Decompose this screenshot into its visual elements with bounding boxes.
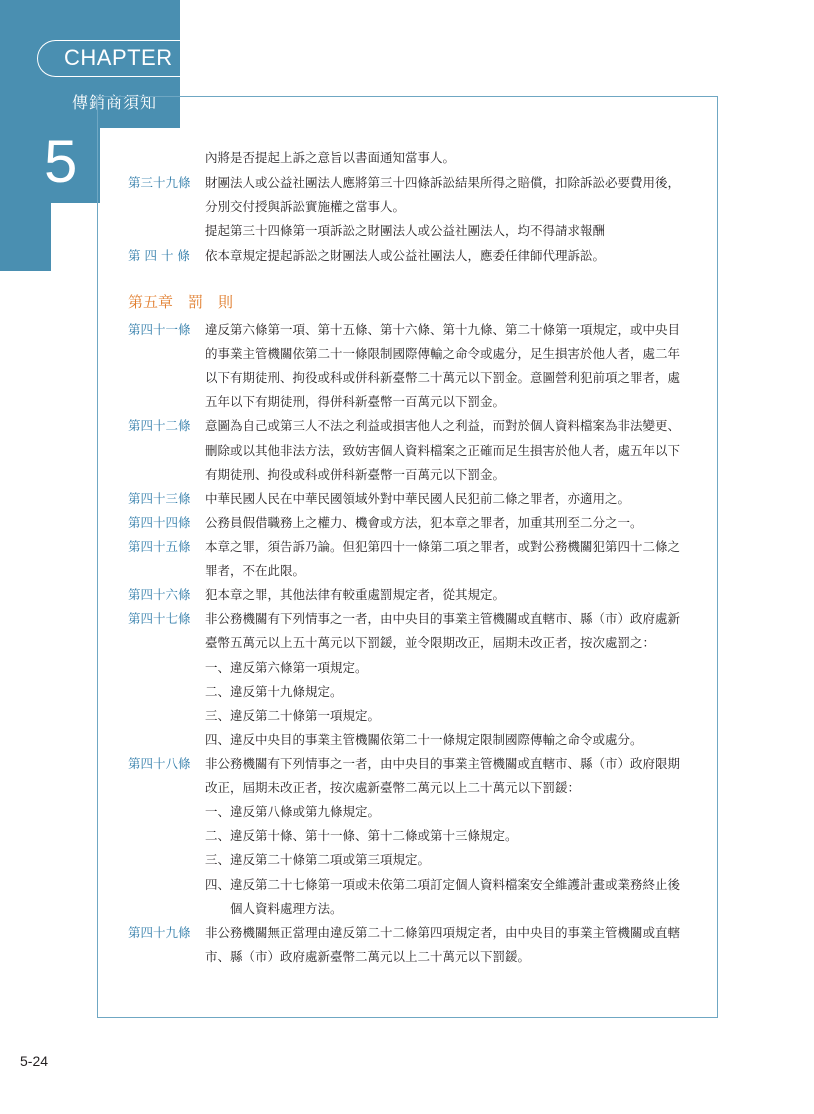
- text-line: 中華民國人民在中華民國領域外對中華民國人民犯前二條之罪者，亦適用之。: [205, 491, 631, 506]
- text-line: 二、違反第十條、第十一條、第十二條或第十三條規定。: [205, 828, 518, 843]
- article-number: 第四十八條: [128, 756, 191, 771]
- text-line: 依本章規定提起訴訟之財團法人或公益社團法人，應委任律師代理訴訟。: [205, 248, 606, 263]
- text-line: 公務員假借職務上之權力、機會或方法，犯本章之罪者，加重其刑至二分之一。: [205, 515, 643, 530]
- text-line: 內將是否提起上訴之意旨以書面通知當事人。: [205, 150, 456, 165]
- chapter-label: CHAPTER: [64, 45, 173, 70]
- text-line: 一、違反第八條或第九條規定。: [205, 804, 381, 819]
- article-number: 第三十九條: [128, 175, 191, 190]
- text-line: 三、違反第二十條第二項或第三項規定。: [205, 852, 431, 867]
- text-line: 分別交付授與訴訟實施權之當事人。: [205, 199, 406, 214]
- text-line: 改正，屆期未改正者，按次處新臺幣二萬元以上二十萬元以下罰鍰：: [205, 780, 581, 795]
- text-line: 的事業主管機關依第二十一條限制國際傳輸之命令或處分，足生損害於他人者，處二年: [205, 346, 681, 361]
- text-line: 市、縣（市）政府處新臺幣二萬元以上二十萬元以下罰鍰。: [205, 949, 531, 964]
- text-line: 提起第三十四條第一項訴訟之財團法人或公益社團法人，均不得請求報酬: [205, 223, 606, 238]
- article-number: 第四十九條: [128, 925, 191, 940]
- text-line: 四、違反中央目的事業主管機關依第二十一條規定限制國際傳輸之命令或處分。: [205, 732, 643, 747]
- text-line: 刪除或以其他非法方法，致妨害個人資料檔案之正確而足生損害於他人者，處五年以下: [205, 443, 681, 458]
- article-number: 第四十四條: [128, 515, 191, 530]
- article-number: 第四十五條: [128, 539, 191, 554]
- text-line: 本章之罪，須告訴乃論。但犯第四十一條第二項之罪者，或對公務機關犯第四十二條之: [205, 539, 681, 554]
- article-number: 第四十二條: [128, 418, 191, 433]
- text-line: 非公務機關有下列情事之一者，由中央目的事業主管機關或直轄市、縣（市）政府處新: [205, 611, 681, 626]
- article-number: 第四十七條: [128, 611, 191, 626]
- text-line: 罪者，不在此限。: [205, 563, 306, 578]
- chapter-subtitle: 傳銷商須知: [72, 93, 158, 112]
- text-line: 個人資料處理方法。: [205, 901, 343, 916]
- text-line: 以下有期徒刑、拘役或科或併科新臺幣二十萬元以下罰金。意圖營利犯前項之罪者，處: [205, 370, 681, 385]
- text-line: 五年以下有期徒刑，得併科新臺幣一百萬元以下罰金。: [205, 394, 506, 409]
- text-line: 臺幣五萬元以上五十萬元以下罰鍰，並令限期改正，屆期未改正者，按次處罰之：: [205, 635, 656, 650]
- text-line: 三、違反第二十條第一項規定。: [205, 708, 381, 723]
- chapter-heading: 第五章 罰 則: [128, 293, 234, 311]
- chapter-number: 5: [44, 128, 78, 195]
- text-line: 二、違反第十九條規定。: [205, 684, 343, 699]
- text-line: 非公務機關有下列情事之一者，由中央目的事業主管機關或直轄市、縣（市）政府限期: [205, 756, 681, 771]
- page-number: 5-24: [20, 1053, 49, 1069]
- article-number: 第四十六條: [128, 587, 191, 602]
- text-line: 有期徒刑、拘役或科或併科新臺幣一百萬元以下罰金。: [205, 467, 506, 482]
- text-line: 非公務機關無正當理由違反第二十二條第四項規定者，由中央目的事業主管機關或直轄: [205, 925, 681, 940]
- text-line: 四、違反第二十七條第一項或未依第二項訂定個人資料檔案安全維護計畫或業務終止後: [205, 877, 681, 892]
- text-line: 違反第六條第一項、第十五條、第十六條、第十九條、第二十條第一項規定，或中央目: [205, 322, 681, 337]
- article-number: 第四十三條: [128, 491, 191, 506]
- text-line: 財團法人或公益社團法人應將第三十四條訴訟結果所得之賠償，扣除訴訟必要費用後，: [205, 175, 681, 190]
- text-line: 一、違反第六條第一項規定。: [205, 660, 368, 675]
- article-number: 第 四 十 條: [128, 248, 190, 263]
- article-number: 第四十一條: [128, 322, 191, 337]
- text-line: 意圖為自己或第三人不法之利益或損害他人之利益，而對於個人資料檔案為非法變更、: [205, 418, 681, 433]
- text-line: 犯本章之罪，其他法律有較重處罰規定者，從其規定。: [205, 587, 506, 602]
